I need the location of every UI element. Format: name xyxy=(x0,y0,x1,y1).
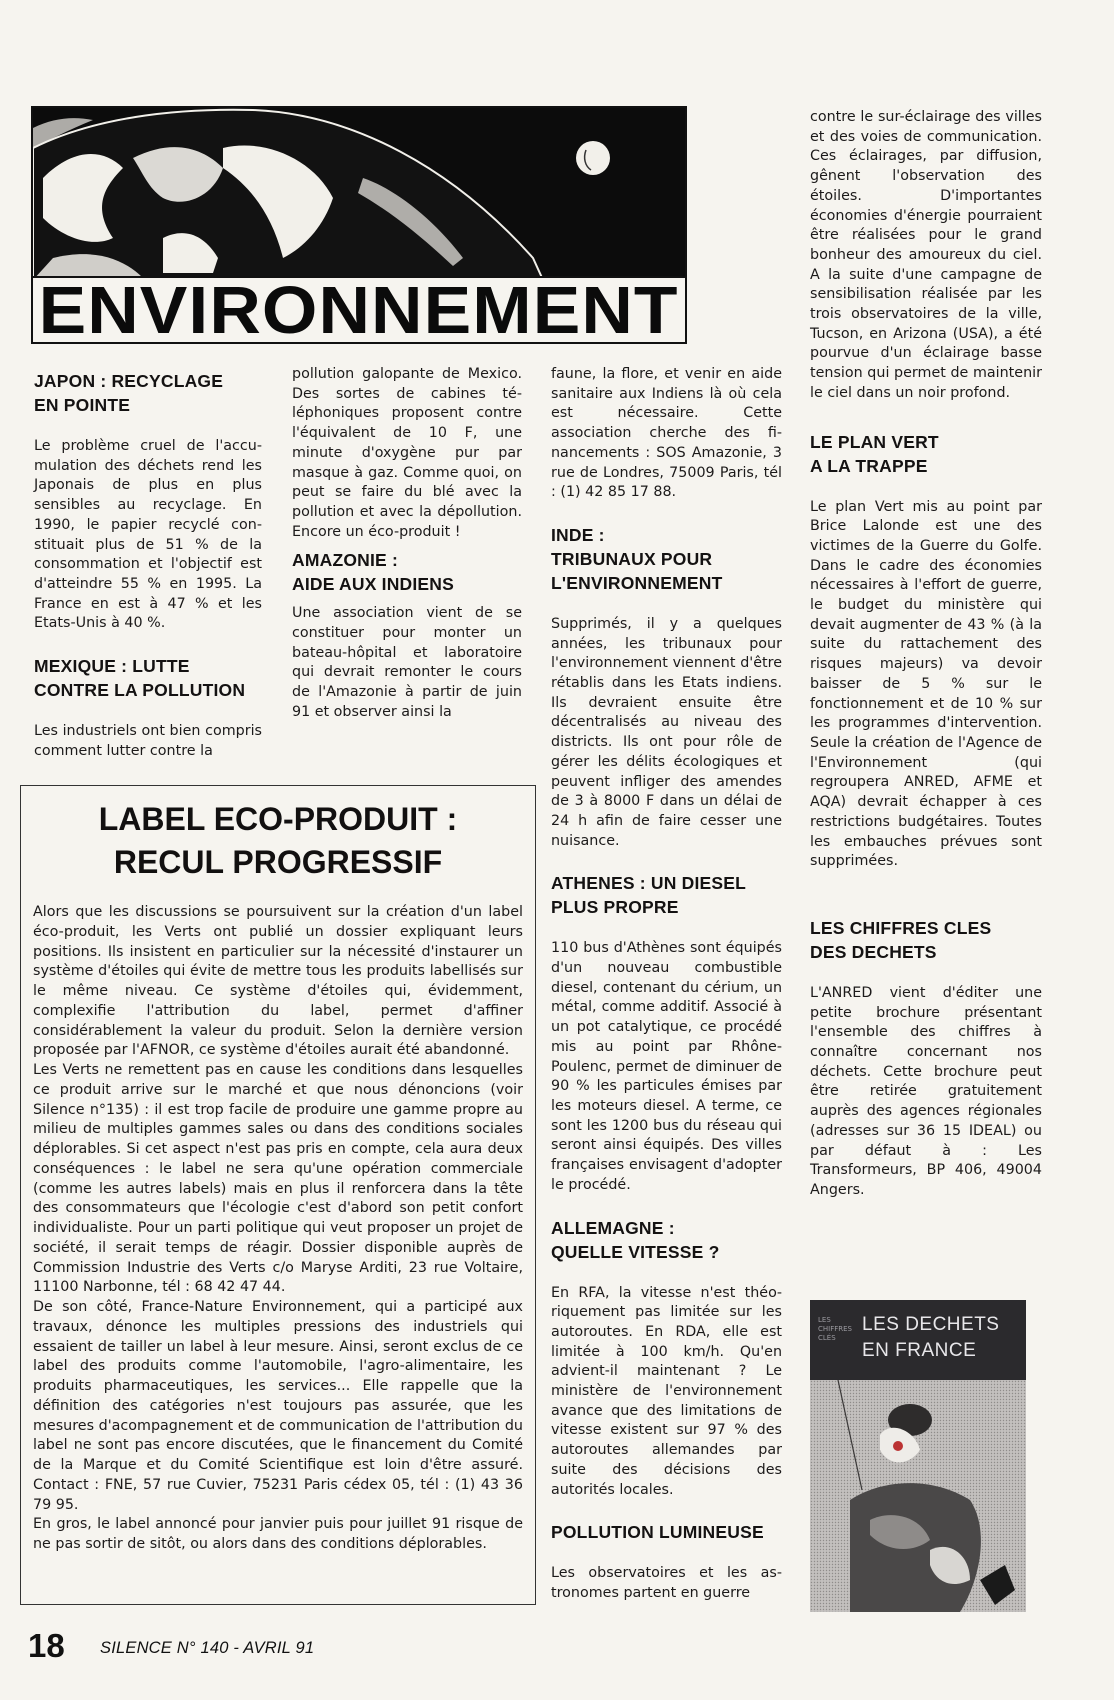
heading-line: L'ENVIRONNEMENT xyxy=(551,572,723,593)
article-body-mexique-part1: Les industriels ont bien compris comment lutter contre la xyxy=(34,723,262,759)
paragraph: Les Verts ne remettent pas en cause les conditions dans lesquelles ce produit arrive sur le marché et que nous dénoncions (voir Silence n°135) : il est trop facile de produire une gamme propre au milieu de multiples gammes sales ou dans des conditions sociales déplorables. Si cet aspect n'est pas pris en compte, cela aura deux conséquences : le label ne sera qu'une opération commerciale (comme les autres labels) mais en plus il renforcera dans la tête des consommateurs que l'écologie c'est d'abord son petit confort individualiste. Pour un parti politique qui veut proposer un projet de société, il serait temps de réagir. Dossier disponible auprès de Commission Industrie des Verts c/o Maryse Arditi, 23 rue Voltaire, 11100 Narbonne, tél : 68 42 47 44. xyxy=(33,1062,523,1296)
section-banner xyxy=(31,106,687,344)
column-3 xyxy=(551,365,782,1604)
title-line: LABEL ECO-PRODUIT : xyxy=(98,801,458,837)
paragraph: De son côté, France-Nature Environnement, qui a participé aux travaux, dénonce les multiples pressions des industriels qui essaient de tailler un label à leur mesure. Ainsi, seront exclus de ce label des produits comme l'automobile, l'agro-alimentaire, les produits pharmaceutiques, les services... Elle rappelle que la définition des catégories n'est toujours pas assurée, que les mesures d'acompagnement et de communication de l'attribution du label ne sont pas encore discutées, que le financement du Comité de la Marque et du Comité Scientifique est loin d'être assuré. Contact : FNE, 57 rue Cuvier, 75231 Paris cédex 05, tél : (1) 43 36 79 95. xyxy=(33,1299,523,1513)
heading-line: A LA TRAPPE xyxy=(810,455,928,476)
section-title: ENVIRONNEMENT xyxy=(33,276,685,342)
title-line: RECUL PROGRESSIF xyxy=(113,844,443,880)
article-heading-inde xyxy=(551,523,782,595)
heading-line: MEXIQUE : LUTTE xyxy=(34,656,190,677)
heading-line: POLLUTION LUMINEUSE xyxy=(551,1522,764,1543)
column-4 xyxy=(810,108,1042,1201)
column-1 xyxy=(34,369,262,761)
article-heading-chiffres-cles xyxy=(810,916,1042,964)
article-heading-japon xyxy=(34,369,262,417)
heading-line: TRIBUNAUX POUR xyxy=(551,548,713,569)
heading-line: EN POINTE xyxy=(34,395,131,415)
heading-line: AMAZONIE : xyxy=(292,550,399,571)
heading-line: PLUS PROPRE xyxy=(551,897,679,918)
heading-line: DES DECHETS xyxy=(810,941,937,962)
article-body-japon: Le problème cruel de l'accumulation des déchets rend les Japonais de plus en plus sensibles au recyclage. En 1990, le papier recyclé constituait plus de 51 % de la consommation et l'objectif est d'atteindre 55 % en 1995. La France en est à 47 % et les Etats-Unis à 40 %. xyxy=(34,438,262,632)
earth-and-moon-illustration xyxy=(33,108,685,280)
heading-line: CONTRE LA POLLUTION xyxy=(34,680,246,701)
boxed-article-title xyxy=(21,798,535,884)
heading-line: ATHENES : UN DIESEL xyxy=(551,873,747,894)
article-body-pollution-lumineuse-part2: contre le sur-éclairage des villes et des voies de communication. Ces éclairages, par diffusion, gênent l'observation des étoiles. D'importantes économies d'énergie pourraient être réalisées pour le grand bonheur des amoureux du ciel. A la suite d'une campagne de sensibilisation réalisée par les trois observatoires de la ville, Tucson, en Arizona (USA), a été pourvue d'un éclairage basse tension qui permet de maintenir le ciel dans un noir profond. xyxy=(810,109,1042,401)
moon-icon xyxy=(576,141,610,175)
article-heading-pollution-lumineuse xyxy=(551,1520,782,1544)
heading-line: LES CHIFFRES CLES xyxy=(810,917,992,938)
article-heading-allemagne xyxy=(551,1216,782,1264)
article-body-amazonie-part2: faune, la flore, et venir en aide sanitaire aux Indiens là où cela est nécessaire. Cette association cherche des financements : SOS Amazonie, 3 rue de Londres, 75009 Paris, tél : (1) 42 85 17 88. xyxy=(551,366,782,501)
paragraph: En gros, le label annoncé pour janvier puis pour juillet 91 risque de ne pas sortir de sitôt, ou alors dans des conditions déplorables. xyxy=(33,1516,523,1552)
brochure-small-text: LES CHIFFRES CLÉS xyxy=(818,1316,852,1342)
article-heading-amazonie xyxy=(292,548,522,596)
article-heading-athenes xyxy=(551,871,782,919)
article-body-inde: Supprimés, il y a quelques années, les tribunaux pour l'environnement viennent d'être rétablis dans les Etats indiens. Ils devraient ensuite être décentralisés au niveau des districts. Ils ont pour rôle de gérer les délits écologiques et peuvent infliger des amendes de 3 à 8000 F dans un délai de 24 h afin de faire cesser une nuisance. xyxy=(551,615,782,849)
heading-line: JAPON : RECYCLAGE xyxy=(34,371,224,391)
paragraph: Alors que les discussions se poursuivent sur la création d'un label éco-produit, les Verts ont publié un dossier expliquant leurs positions. Ils insistent en particulier sur la nécessité d'instaurer un système d'étoiles qui évite de mettre tous les produits labellisés sur le même niveau. Ce système d'étoiles qui, évidemment, complexifie l'attribution du label, permet d'affiner considérablement la valeur du produit. Selon la dernière version proposée par l'AFNOR, ce système d'étoiles aurait été abandonné. xyxy=(33,904,523,1059)
brochure-illustration xyxy=(810,1380,1026,1612)
heading-line: LE PLAN VERT xyxy=(810,431,939,452)
article-body-chiffres-cles: L'ANRED vient d'éditer une petite brochure présentant l'ensemble des chiffres à connaître concernant nos déchets. Cette brochure peut être retirée gratuitement auprès des agences régionales (adresses sur 36 15 IDEAL) ou par défaut à : Les Transformeurs, BP 406, 49004 Angers. xyxy=(810,984,1042,1198)
boxed-article-body xyxy=(33,903,523,1555)
heading-line: AIDE AUX INDIENS xyxy=(292,574,455,595)
brochure-title-band xyxy=(810,1300,1026,1380)
heading-line: ALLEMAGNE : xyxy=(551,1217,675,1238)
article-body-allemagne: En RFA, la vitesse n'est théoriquement pas limitée sur les autoroutes. En RDA, elle est limitée à 100 km/h. Qu'en advient-il maintenant ? Le ministère de l'environnement avance que des limitations de vitesse existent sur 97 % des autoroutes allemandes par suite des décisions des autorités locales. xyxy=(551,1284,782,1498)
article-heading-plan-vert xyxy=(810,430,1042,478)
brochure-title-line: LES DECHETS xyxy=(862,1314,1000,1335)
heading-line: INDE : xyxy=(551,524,605,545)
brochure-title-line: EN FRANCE xyxy=(862,1340,977,1361)
publication-footer: SILENCE N° 140 - AVRIL 91 xyxy=(100,1639,315,1657)
article-body-mexique-part2: pollution galopante de Mexico. Des sortes de cabines téléphoniques proposent contre l'équivalent de 10 F, une minute d'oxygène pur par masque à gaz. Comme quoi, on peut se faire du blé avec la pollution et avec la dépollution. Encore un éco-produit ! xyxy=(292,366,522,540)
page-number: 18 xyxy=(28,1627,65,1664)
article-heading-mexique xyxy=(34,654,262,702)
column-2 xyxy=(292,365,522,723)
brochure-cover-image xyxy=(810,1300,1026,1612)
article-body-athenes: 110 bus d'Athènes sont équipés d'un nouveau combustible diesel, contenant du cérium, un métal, comme additif. Associé à un pot catalytique, ce procédé mis au point par Rhône-Poulenc, permet de diminuer de 90 % les particules émises par les moteurs diesel. A terme, ce sont les 1200 bus du réseau qui seront ainsi équipés. Des villes françaises envisagent d'adopter le procédé. xyxy=(551,940,782,1193)
heading-line: QUELLE VITESSE ? xyxy=(551,1241,720,1262)
article-body-amazonie-part1: Une association vient de se constituer pour monter un bateau-hôpital et laboratoire qui devrait remonter le cours de l'Amazonie à partir de juin 91 et observer ainsi la xyxy=(292,605,522,720)
article-body-plan-vert: Le plan Vert mis au point par Brice Lalonde est une des victimes de la Guerre du Golfe. Dans le cadre des économies nécessaires à l'effort de guerre, le budget du ministère qui devait augmenter de 43 % (à la suite du rattachement des risques majeurs) va devoir baisser de 5 % sur le fonctionnement et de 10 % sur les programmes d'intervention. Seule la création de l'Agence de l'Environnement (qui regroupera ANRED, AFME et AQA) devrait échapper à ces restrictions budgétaires. Toutes les embauches prévues sont supprimées. xyxy=(810,498,1042,870)
boxed-article-label-eco-produit xyxy=(20,785,536,1605)
article-body-pollution-lumineuse-part1: Les observatoires et les astronomes partent en guerre xyxy=(551,1565,782,1601)
